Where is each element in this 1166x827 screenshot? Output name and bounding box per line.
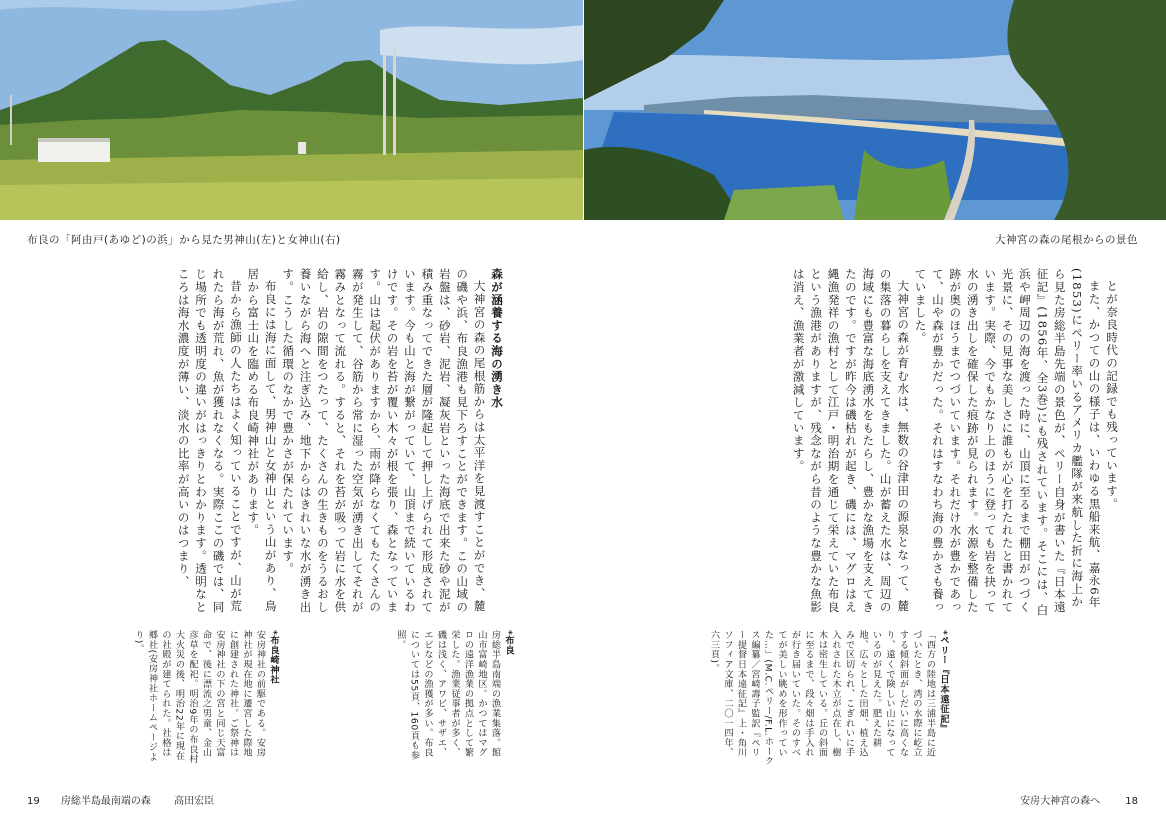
- footnote-title: *布良: [503, 630, 514, 656]
- paragraph: とが奈良時代の記録でも残っています。: [1105, 279, 1119, 510]
- footnote-body: 「西方の陸地は三浦半島に近づいたとき、湾の水際に屹立する傾斜面がしだいに高くなり、遠くで険しい山になっているのが見えた。肥えた耕地、広々とした田畑、植え込みで区切られ、こぎれいに手入れされた木立が点在し、樹木は密生している。丘の斜面に至るまで、段々畑は手入れが行き届いていた。そのすべてが美しい眺めを形作っていた…」(M.C.ペリー/F.L.ホークス編纂／宮崎壽子監訳『ペリー提督日本遠征記』上・角川ソフィア文庫、二〇一四年、六三頁)。: [708, 630, 936, 766]
- page-number: 18: [1125, 796, 1138, 807]
- footer-right: [1020, 792, 1138, 807]
- footnote-title: *ペリー『日本遠征記』: [938, 630, 949, 734]
- paragraph: 昔から漁師の人たちはよく知っていることですが、山が荒れたら海が荒れ、魚が獲れなくなる。実際ここの磯では、同じ場所でも透明度の違いがはっきりとわかります。透明なところは海水濃度が薄い、淡水の比率が高いのはつまり、: [176, 268, 243, 614]
- footnote-mera: [345, 630, 515, 766]
- photo-mountains: [0, 0, 583, 220]
- footnote-merazaki-shrine: [60, 630, 280, 766]
- body-text-right: [690, 268, 1120, 618]
- running-title: 房総半島最南端の森: [60, 796, 151, 807]
- section-heading: 森が涵養する海の湧き水: [490, 268, 504, 409]
- body-text-left: [50, 268, 505, 618]
- paragraph: 大神宮の森の尾根筋からは太平洋を見渡すことができ、麓の磯や浜、布良漁港も見下ろすことができます。この山域の岩盤は、砂岩、泥岩、凝灰岩といった海底で出来た砂や泥が積み重なってできた層が隆起して押し上げられて形成されています。今も山と海が繋がっていて、山頂まで続いているわけです。その岩を苔が覆い木々が根を張り、森となっています。山は起伏がありますから、雨が降らなくてもたくさんの霧が発生して、谷筋から常に湿った空気が湧き出してそれが霧みとなって流れる。すると、それを苔が吸って岩に水を供給し、岩の隙間をつたって、たくさんの生きものをうるおし養いながら海へと注ぎ込み、地下からはきれいな水が湧き出す。こうした循環のなかで豊かさが保たれています。: [281, 268, 487, 614]
- photo-caption-left: 布良の「阿由戸(あゆど)の浜」から見た男神山(左)と女神山(右): [27, 234, 341, 246]
- photo-caption-right: 大神宮の森の尾根からの景色: [995, 234, 1138, 246]
- running-title: 安房大神宮の森へ: [1020, 796, 1101, 807]
- photo-ridge-view: [584, 0, 1166, 220]
- paragraph: 大神宮の森が育む水は、無数の谷津田の源泉となって、麓の集落の暮らしを支えてきました。山が蓄えた水は、周辺の海域にも豊富な海底湧水をもたらし、豊かな漁場を支えてきたのです。ですが昨今は磯枯れが起き、磯には、マグロはえ縄漁発祥の漁村として江戸・明治期を通じて栄えていた布良という漁港がありますが、残念ながら昔のような豊かな魚影は消え、漁業者が激減しています。: [791, 268, 911, 614]
- paragraph: また、かつての山の様子は、いわゆる黒船来航、嘉永6年(1853)にペリー率いるアメリカ艦隊が来航した折に海上から見た房総半島先端の景色が、ペリー自身が書いた『日本遠征記』(1856年、全3巻)にも残されています。そこには、白浜や岬周辺の海を渡った時に、山頂に至るまで棚田がつづく光景に、その見事な美しさに誰もが心を打たれたと書かれています。実際、今でもかなり上のほうに登っても岩を抉って水の湧き出しを確保した痕跡が見られます。水源を整備した跡が奥のほうまでつづいています。それだけ水が豊かであって、山や森が豊かだった。それはすなわち海の豊かさも養っていました。: [913, 268, 1102, 617]
- footnote-body: 房総半島南端の漁業集落。館山市富崎地区。かつてはマグロの遠洋漁業の拠点として繁栄した。漁業従事者が多く、磯は浅く、アワビ、サザエ、エビなどの漁獲が多い。布良については55頁、160頁も参照。: [395, 630, 501, 761]
- footnote-perry: [690, 630, 950, 766]
- author-name: 高田宏臣: [174, 796, 215, 807]
- footnote-title: *布良崎神社: [268, 630, 279, 685]
- footnote-body: 安房神社の前駆である。安房神社が現在地に遷宮した際地に創建された神社。ご祭神は安房神社の下の宮と同じ天富命で、後に漂流之男童、金山彦草を配祀。明治9年の布良村大火災の後、明治22年に現在の社殿が建てられた。社格は郷社(安房神社ホームページより)。: [133, 630, 266, 764]
- paragraph: 布良には海に面して、男神山と女神山という山があり、鳥居から富士山を臨める布良崎神社があります。: [246, 268, 278, 613]
- page-number: 19: [27, 796, 40, 807]
- footer-left: [27, 792, 214, 807]
